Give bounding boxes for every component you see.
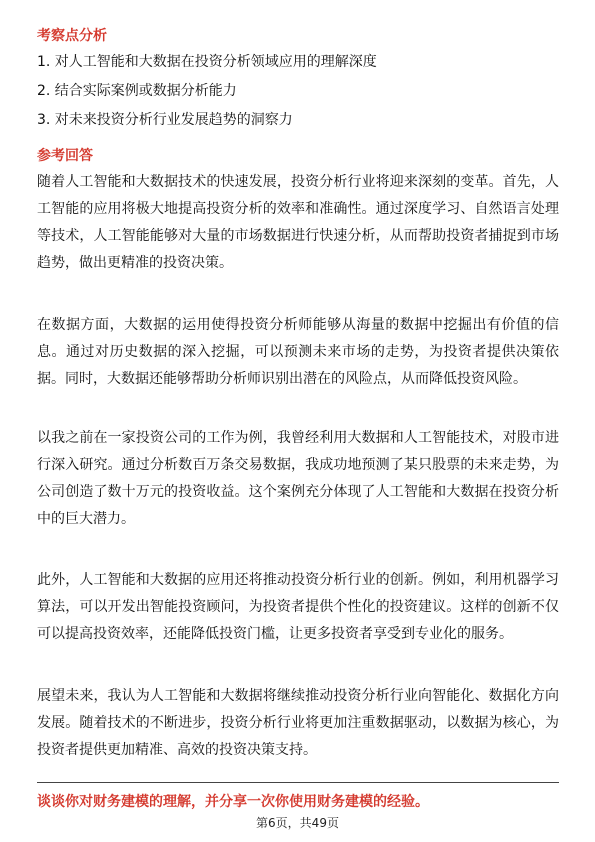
next-question: 谈谈你对财务建模的理解，并分享一次你使用财务建模的经验。 (37, 794, 429, 810)
answer-paragraph-1: 随着人工智能和大数据技术的快速发展，投资分析行业将迎来深刻的变革。首先，人工智能的应用将极大地提高投资分析的效率和准确性。通过深度学习、自然语言处理等技术，人工智能能够对大量的市场数据进行快速分析，从而帮助投资者捕捉到市场趋势，做出更精准的投资决策。 (37, 174, 559, 271)
answer-heading: 参考回答 (37, 148, 93, 164)
answer-paragraph-5: 展望未来，我认为人工智能和大数据将继续推动投资分析行业向智能化、数据化方向发展。随着技术的不断进步，投资分析行业将更加注重数据驱动，以数据为核心，为投资者提供更加精准、高效的投资决策支持。 (37, 688, 559, 758)
answer-paragraph-3: 以我之前在一家投资公司的工作为例，我曾经利用大数据和人工智能技术，对股市进行深入研究。通过分析数百万条交易数据，我成功地预测了某只股票的未来走势，为公司创造了数十万元的投资收益。这个案例充分体现了人工智能和大数据在投资分析中的巨大潜力。 (37, 430, 559, 527)
answer-paragraph-2: 在数据方面，大数据的运用使得投资分析师能够从海量的数据中挖掘出有价值的信息。通过对历史数据的深入挖掘，可以预测未来市场的走势，为投资者提供决策依据。同时，大数据还能够帮助分析师识别出潜在的风险点，从而降低投资风险。 (37, 317, 559, 387)
analysis-point-1: 1. 对人工智能和大数据在投资分析领域应用的理解深度 (37, 54, 377, 70)
answer-paragraph-4: 此外，人工智能和大数据的应用还将推动投资分析行业的创新。例如，利用机器学习算法，可以开发出智能投资顾问，为投资者提供个性化的投资建议。这样的创新不仅可以提高投资效率，还能降低投资门槛，让更多投资者享受到专业化的服务。 (37, 572, 559, 642)
section-divider (37, 782, 559, 783)
page-number: 第6页，共49页 (256, 816, 339, 830)
analysis-point-3: 3. 对未来投资分析行业发展趋势的洞察力 (37, 112, 293, 128)
analysis-heading: 考察点分析 (37, 28, 107, 44)
analysis-point-2: 2. 结合实际案例或数据分析能力 (37, 83, 237, 99)
